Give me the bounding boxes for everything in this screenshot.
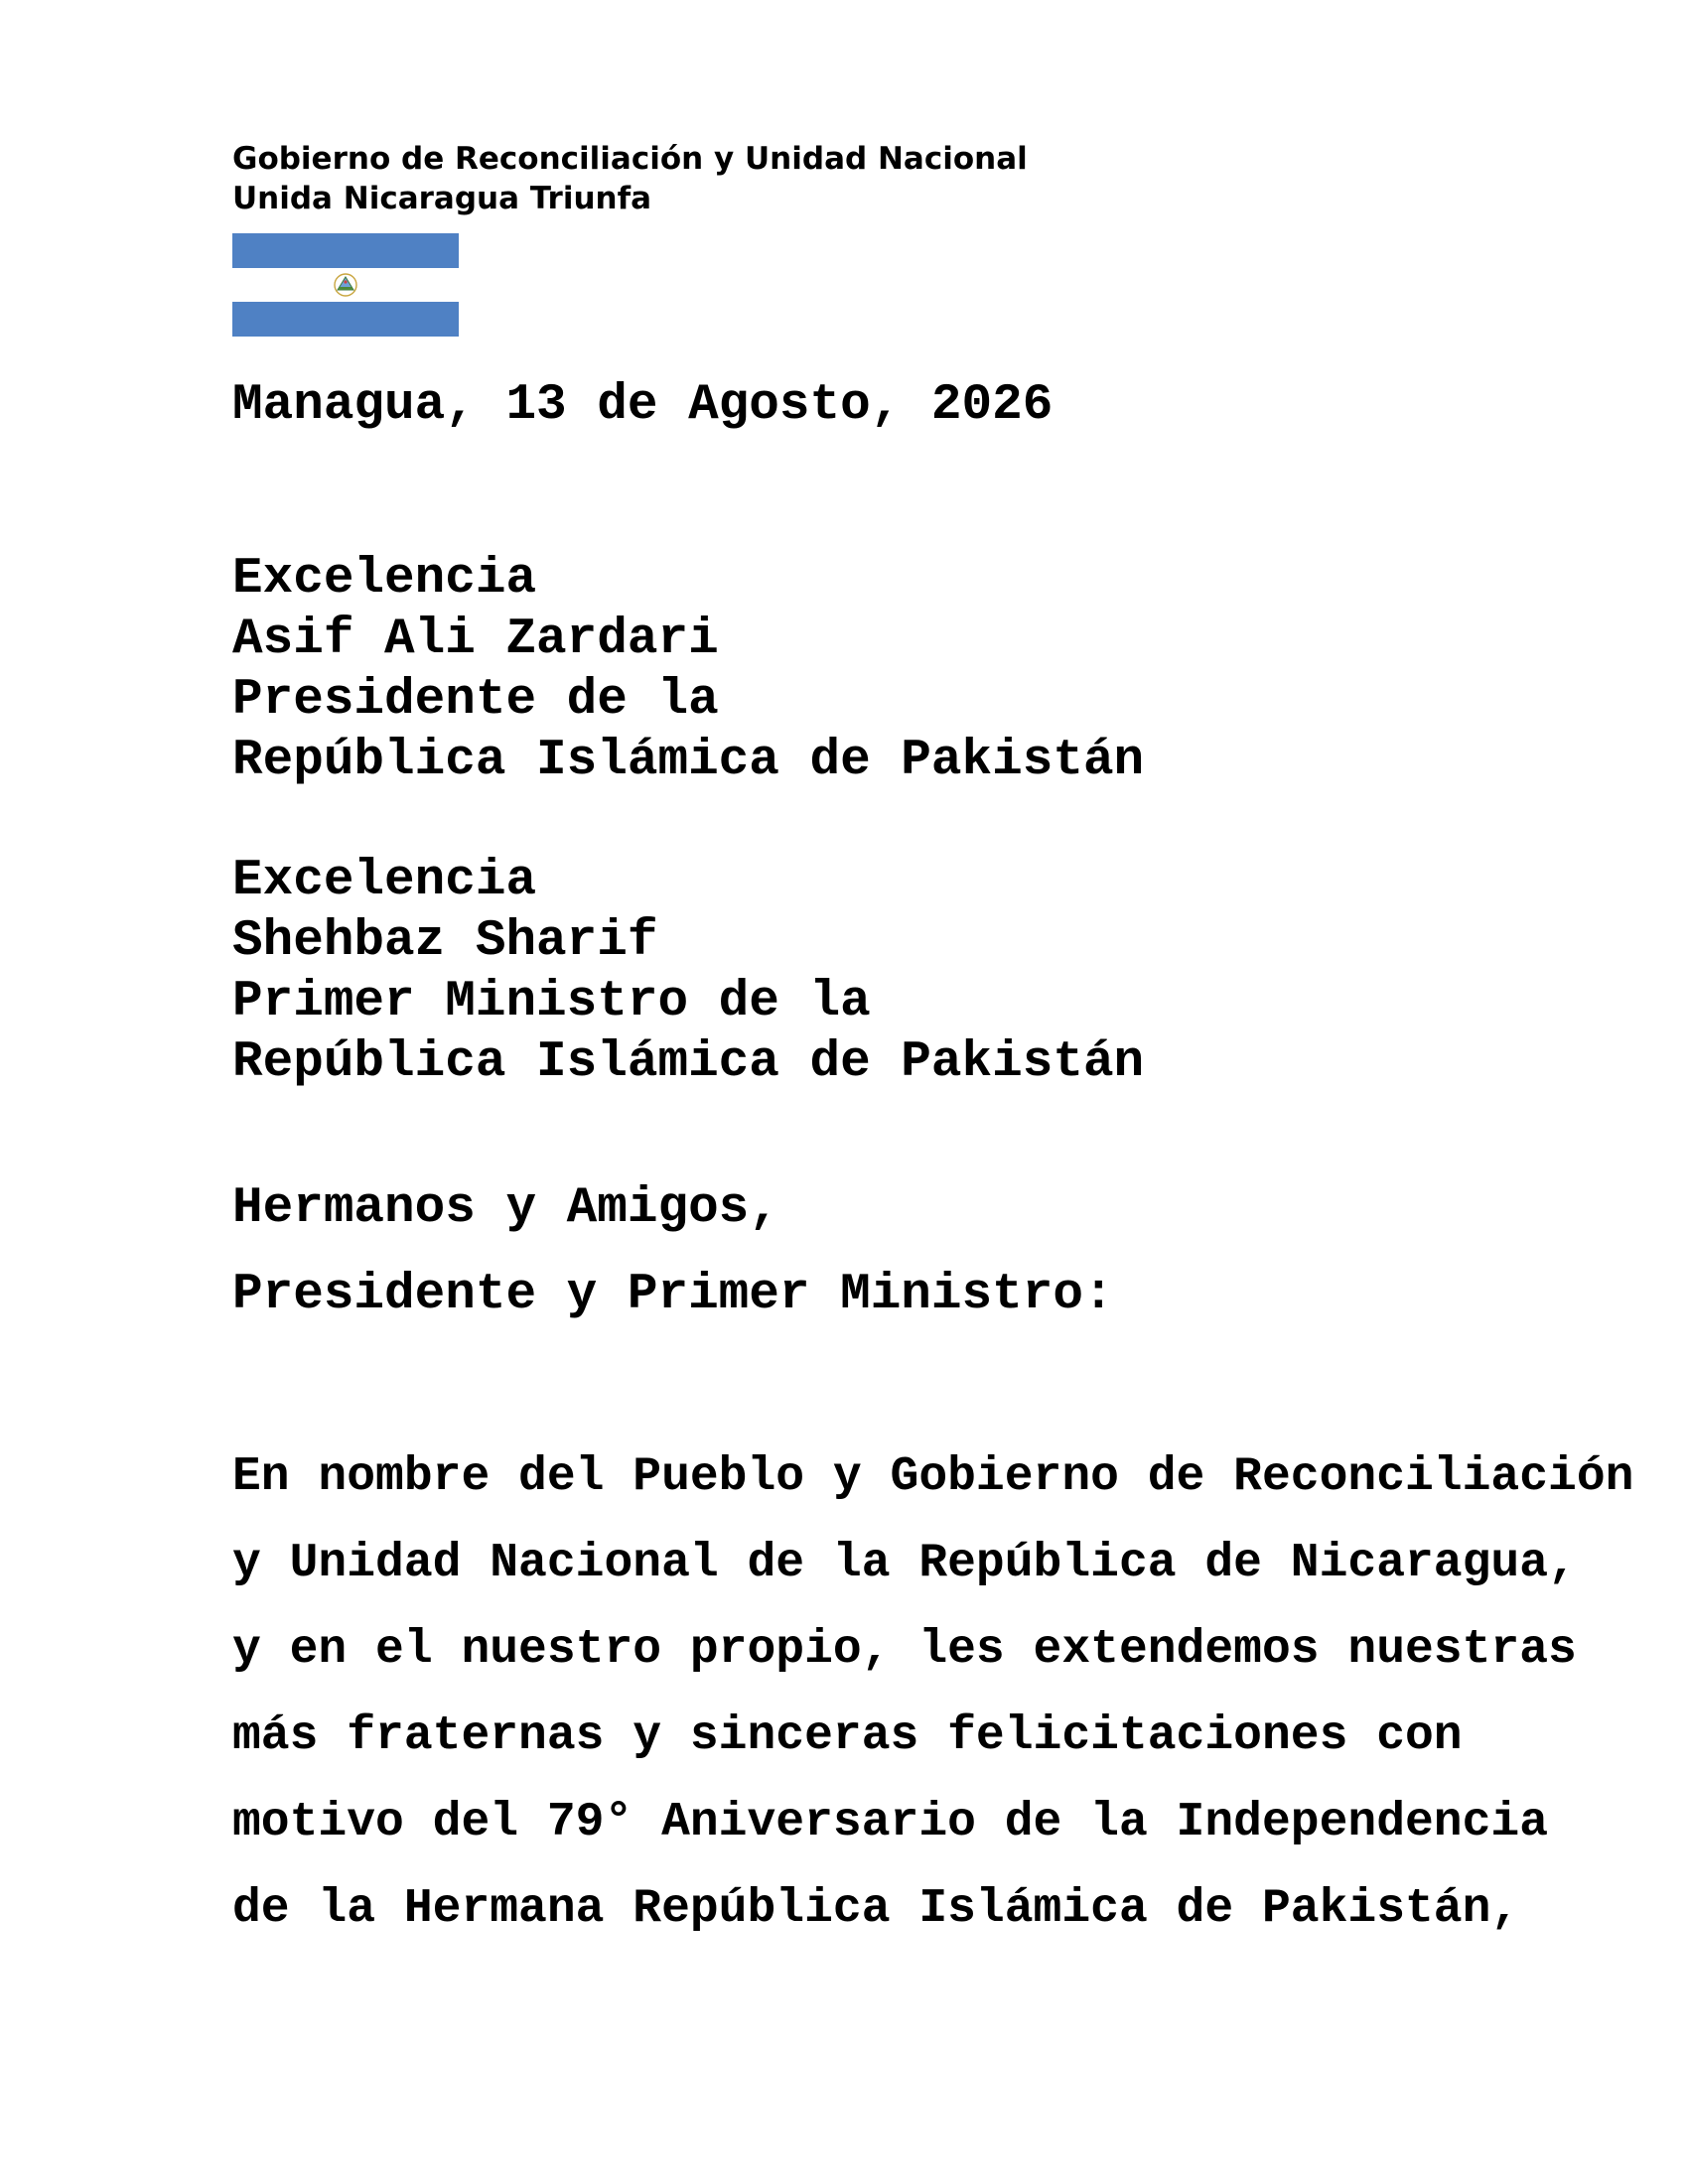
body-line: y en el nuestro propio, les extendemos nuestras [232, 1623, 1577, 1677]
addressee-honorific: Excelencia [232, 853, 537, 909]
addressee-country: República Islámica de Pakistán [232, 1034, 1145, 1091]
nicaragua-flag-icon [232, 233, 459, 337]
letter-date: Managua, 13 de Agosto, 2026 [232, 377, 1054, 434]
addressee-prime-minister [232, 851, 1144, 1093]
addressee-president [232, 549, 1144, 791]
coat-of-arms-icon [328, 267, 363, 303]
addressee-name: Asif Ali Zardari [232, 612, 719, 668]
body-line: motivo del 79° Aniversario de la Independencia [232, 1796, 1549, 1849]
addressee-title: Presidente de la [232, 672, 719, 729]
body-line: y Unidad Nacional de la República de Nicaragua, [232, 1537, 1577, 1590]
body-line: de la Hermana República Islámica de Pakistán, [232, 1882, 1520, 1936]
addressee-honorific: Excelencia [232, 551, 537, 608]
body-line: más fraternas y sinceras felicitaciones con [232, 1709, 1463, 1763]
salutation-line-1: Hermanos y Amigos, [232, 1180, 779, 1237]
flag-top-band [232, 233, 459, 268]
letterhead-government-name: Gobierno de Reconciliación y Unidad Nacional [232, 141, 1028, 177]
addressee-name: Shehbaz Sharif [232, 913, 658, 970]
addressee-title: Primer Ministro de la [232, 974, 871, 1030]
addressee-country: República Islámica de Pakistán [232, 733, 1145, 789]
letter-body [232, 1434, 1634, 1953]
letterhead [232, 139, 1028, 218]
body-line: En nombre del Pueblo y Gobierno de Reconciliación [232, 1450, 1634, 1504]
flag-bottom-band [232, 302, 459, 337]
salutation-line-2: Presidente y Primer Ministro: [232, 1267, 1114, 1323]
letterhead-slogan: Unida Nicaragua Triunfa [232, 181, 652, 216]
